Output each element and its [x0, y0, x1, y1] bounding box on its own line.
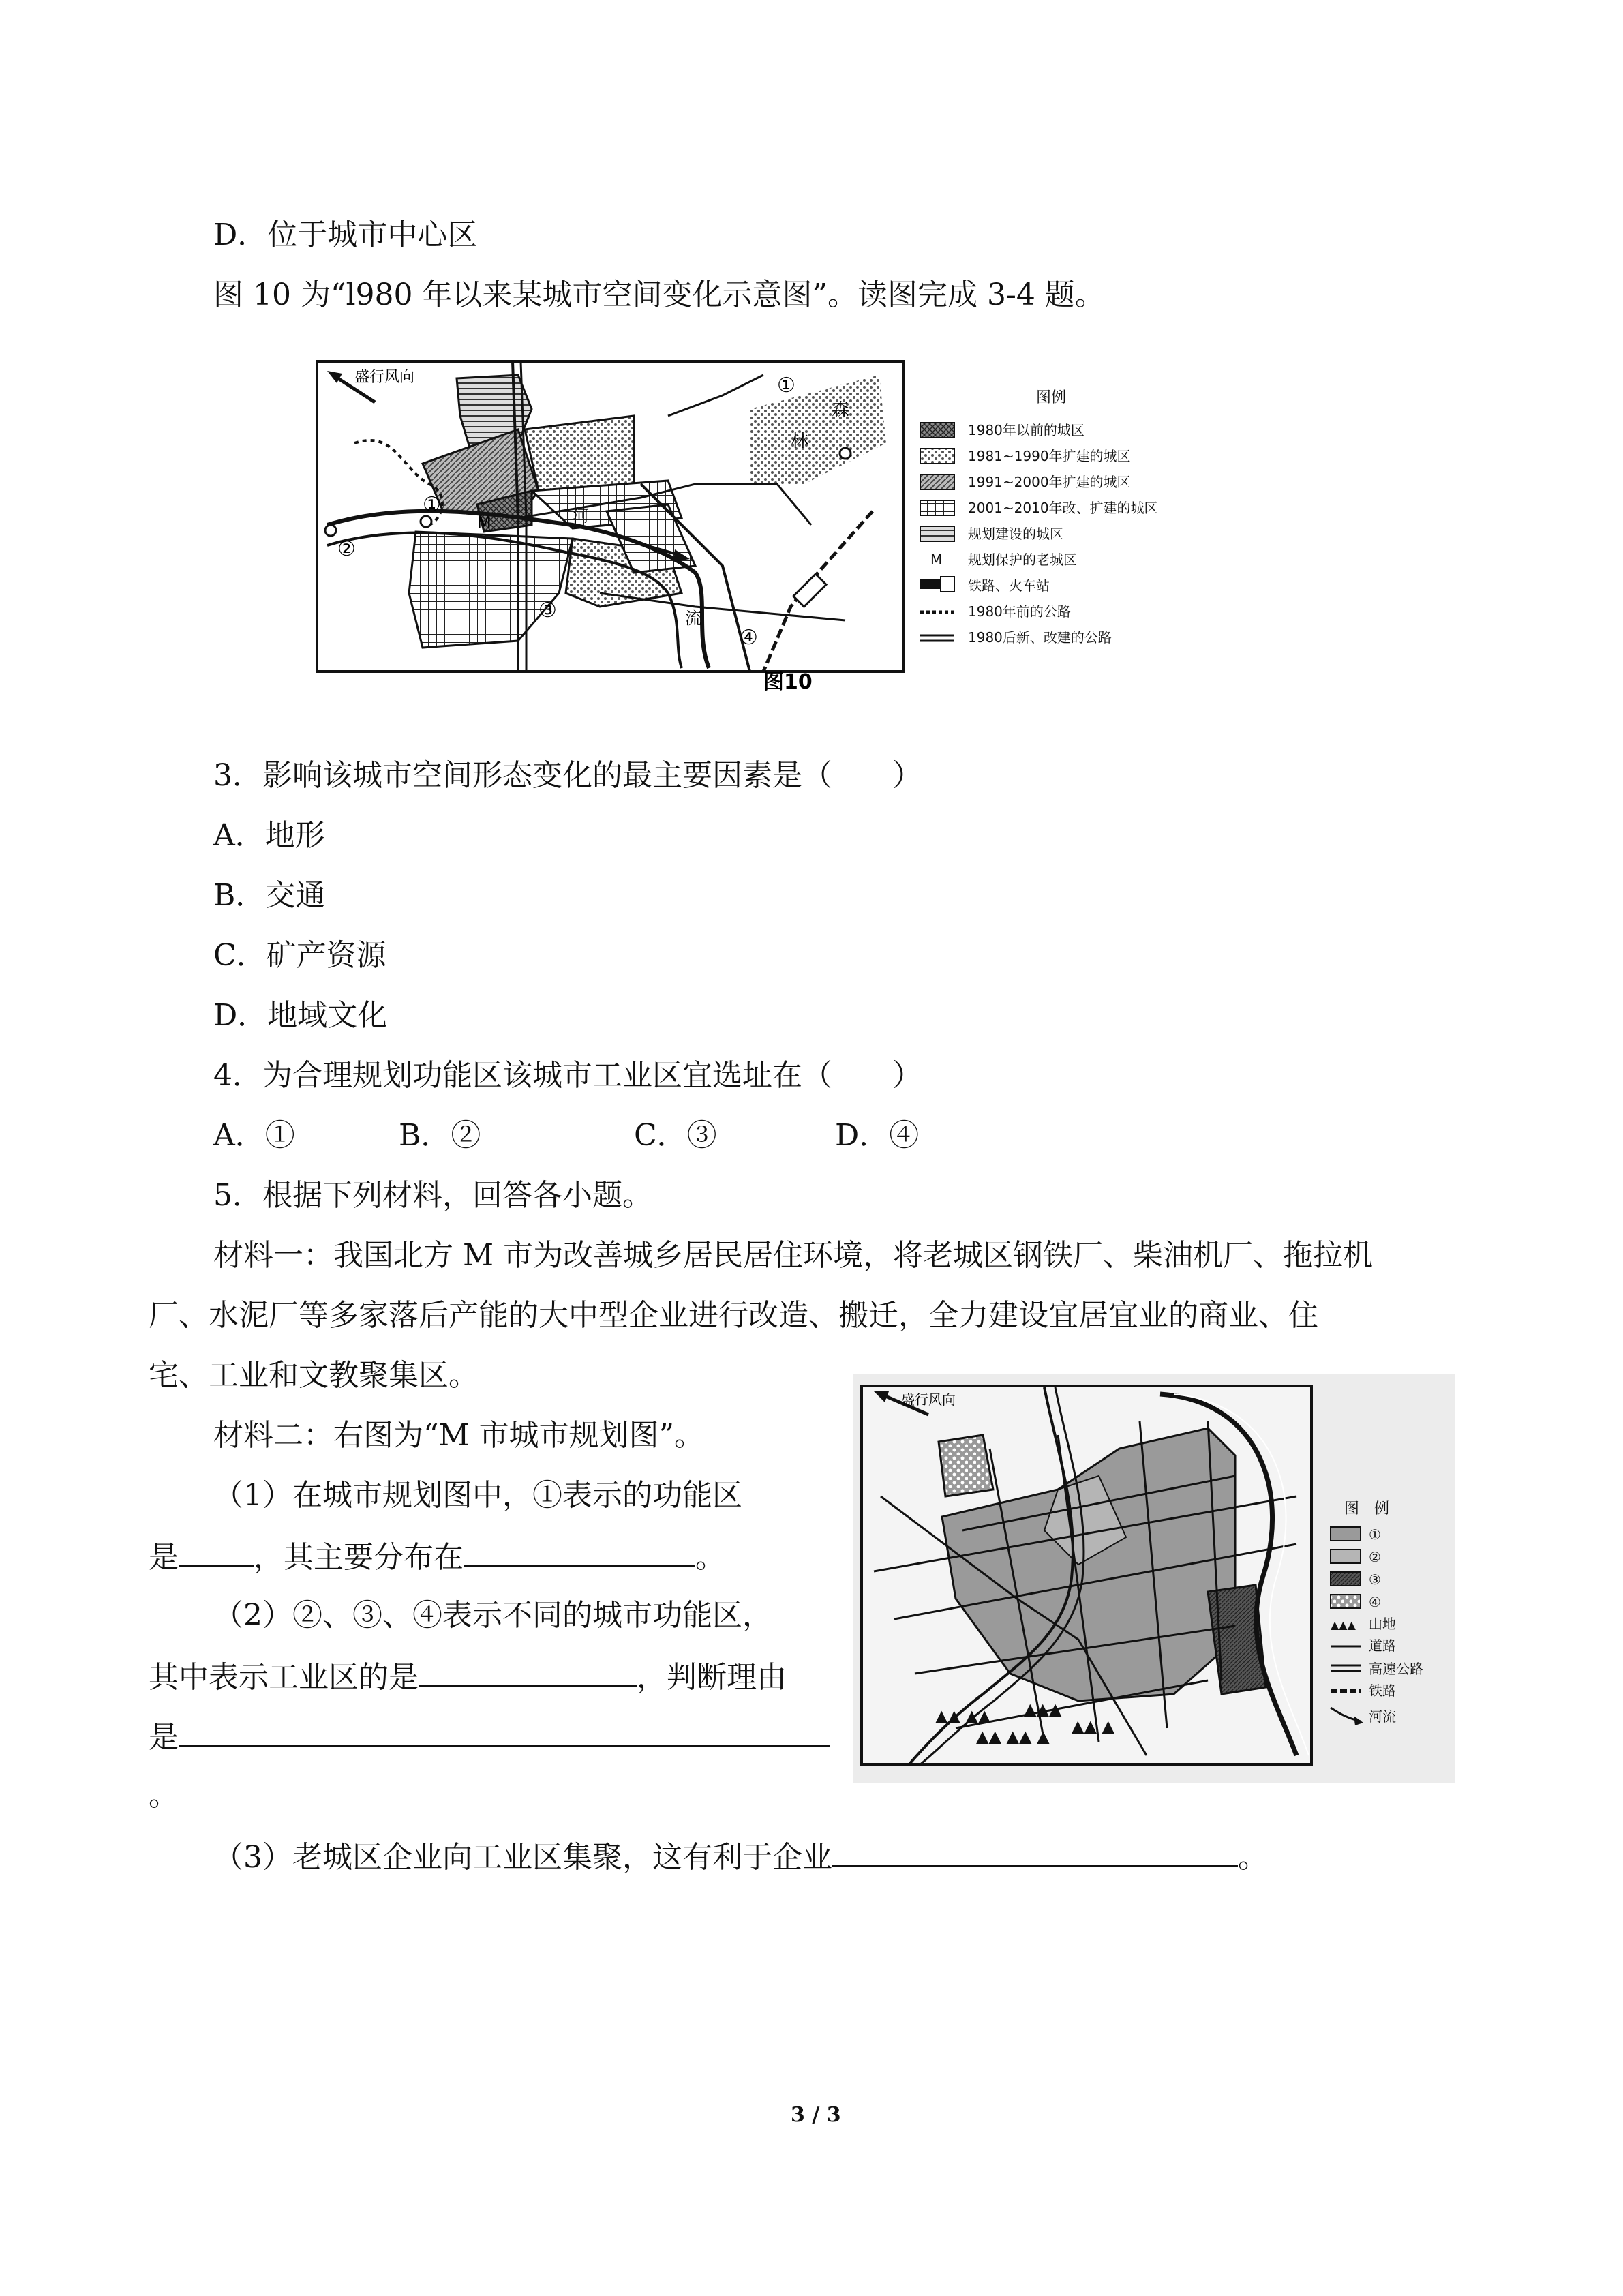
figm-legend-item: ④: [1369, 1594, 1381, 1610]
fig10-label-liu: 流: [685, 609, 701, 628]
material-2: 材料二：右图为“M 市城市规划图”。: [213, 1418, 705, 1453]
fig10-legend-item: 1980年前的公路: [968, 603, 1071, 620]
fig10-label-lin: 林: [791, 431, 809, 451]
subq-3-text: 。: [1238, 1840, 1268, 1875]
option-q4-b: B．②: [399, 1118, 481, 1153]
subq-1-line-1: （1）在城市规划图中，①表示的功能区: [213, 1478, 742, 1513]
svg-text:▲▲ ▲▲: ▲▲ ▲▲: [935, 1706, 991, 1725]
option-q4-a: A．①: [213, 1118, 295, 1153]
answer-blank-2a[interactable]: [419, 1655, 637, 1687]
fig10-label-1b: ①: [777, 374, 795, 397]
answer-blank-1b[interactable]: [464, 1535, 695, 1567]
question-5: 5．根据下列材料，回答各小题。: [213, 1178, 652, 1213]
question-4: 4．为合理规划功能区该城市工业区宜选址在（ ）: [213, 1058, 922, 1093]
subq-2-line-1: （2）②、③、④表示不同的城市功能区，: [213, 1598, 772, 1633]
subq-3-text: （3）老城区企业向工业区集聚，这有利于企业: [213, 1840, 832, 1875]
fig10-label-1: ①: [423, 493, 441, 517]
figure-m-city-plan: [853, 1374, 1455, 1783]
figm-legend-item: 河流: [1369, 1708, 1396, 1725]
fig10-legend-item: 1980年以前的城区: [968, 422, 1084, 438]
figm-legend-item: ①: [1369, 1526, 1381, 1543]
option-q3-c: C．矿产资源: [213, 938, 386, 973]
svg-text:▲▲ ▲: ▲▲ ▲: [1072, 1717, 1114, 1736]
page-number: 3 / 3: [791, 2103, 841, 2127]
fig10-legend-item: 规划保护的老城区: [968, 552, 1077, 568]
answer-blank-2b[interactable]: [179, 1715, 830, 1747]
option-q4-c: C．③: [634, 1118, 717, 1153]
svg-text:▲▲▲: ▲▲▲: [1331, 1618, 1356, 1631]
svg-text:▲▲ ▲▲ ▲: ▲▲ ▲▲ ▲: [976, 1727, 1050, 1746]
fig10-legend-title: 图例: [1036, 389, 1067, 406]
fig10-label-4: ④: [740, 626, 758, 650]
svg-text:▲▲▲: ▲▲▲: [1024, 1700, 1062, 1719]
subq-2-line-4: 。: [149, 1778, 179, 1813]
subq-1-text: 是: [149, 1540, 179, 1575]
figure-10-city-map: [314, 348, 1241, 695]
material-1-line-1: 材料一：我国北方 M 市为改善城乡居民居住环境，将老城区钢铁厂、柴油机厂、拖拉机: [213, 1238, 1374, 1273]
fig10-legend-item: 规划建设的城区: [968, 526, 1063, 542]
fig10-label-he: 河: [573, 507, 589, 526]
figm-legend-item: 山地: [1369, 1616, 1396, 1632]
fig10-legend-item: 1981~1990年扩建的城区: [968, 448, 1131, 464]
figm-legend-item: ②: [1369, 1549, 1381, 1565]
subq-2-text: 是: [149, 1720, 179, 1755]
fig10-legend-m: M: [930, 552, 943, 568]
fig10-legend-item: 2001~2010年改、扩建的城区: [968, 500, 1158, 516]
option-q3-d: D．地域文化: [213, 998, 388, 1033]
subq-1-text: 。: [695, 1540, 725, 1575]
subq-1-line-2: [149, 1535, 725, 1578]
fig10-label-3: ③: [539, 599, 557, 622]
subq-2-text: 其中表示工业区的是: [149, 1660, 419, 1695]
option-q3-b: B．交通: [213, 878, 326, 913]
answer-blank-3[interactable]: [832, 1835, 1238, 1867]
fig10-wind-label: 盛行风向: [354, 369, 415, 386]
fig10-legend-item: 1991~2000年扩建的城区: [968, 474, 1131, 490]
fig10-label-2: ②: [337, 537, 356, 561]
fig10-caption: 图10: [763, 670, 813, 694]
subq-2-text: ，判断理由: [637, 1660, 787, 1695]
fig10-label-sen: 森: [832, 400, 850, 421]
fig10-legend-item: 铁路、火车站: [968, 577, 1050, 594]
fig10-legend-item: 1980后新、改建的公路: [968, 629, 1112, 646]
material-1-line-3: 宅、工业和文教聚集区。: [149, 1358, 479, 1393]
figm-legend-item: 道路: [1369, 1637, 1396, 1654]
figm-legend-item: ③: [1369, 1571, 1381, 1588]
figm-legend-title: 图 例: [1344, 1500, 1390, 1517]
subq-2-line-2: [149, 1655, 787, 1698]
subq-3-line: [213, 1835, 1268, 1878]
answer-blank-1a[interactable]: [179, 1535, 254, 1567]
option-q4-d: D．④: [835, 1118, 920, 1153]
option-q3-a: A．地形: [213, 818, 325, 853]
figm-legend-item: 铁路: [1369, 1682, 1396, 1699]
subq-1-text: ，其主要分布在: [254, 1540, 464, 1575]
question-3: 3．影响该城市空间形态变化的最主要因素是（ ）: [213, 758, 922, 793]
fig10-label-m: M: [477, 513, 491, 532]
figm-legend-item: 高速公路: [1369, 1661, 1423, 1677]
option-q2-d: D．位于城市中心区: [213, 217, 478, 252]
subq-2-line-3: [149, 1715, 830, 1758]
material-1-line-2: 厂、水泥厂等多家落后产能的大中型企业进行改造、搬迁，全力建设宜居宜业的商业、住: [149, 1298, 1318, 1333]
figm-wind-label: 盛行风向: [901, 1391, 956, 1408]
figure10-intro: 图 10 为“l980 年以来某城市空间变化示意图”。读图完成 3-4 题。: [213, 277, 1105, 312]
